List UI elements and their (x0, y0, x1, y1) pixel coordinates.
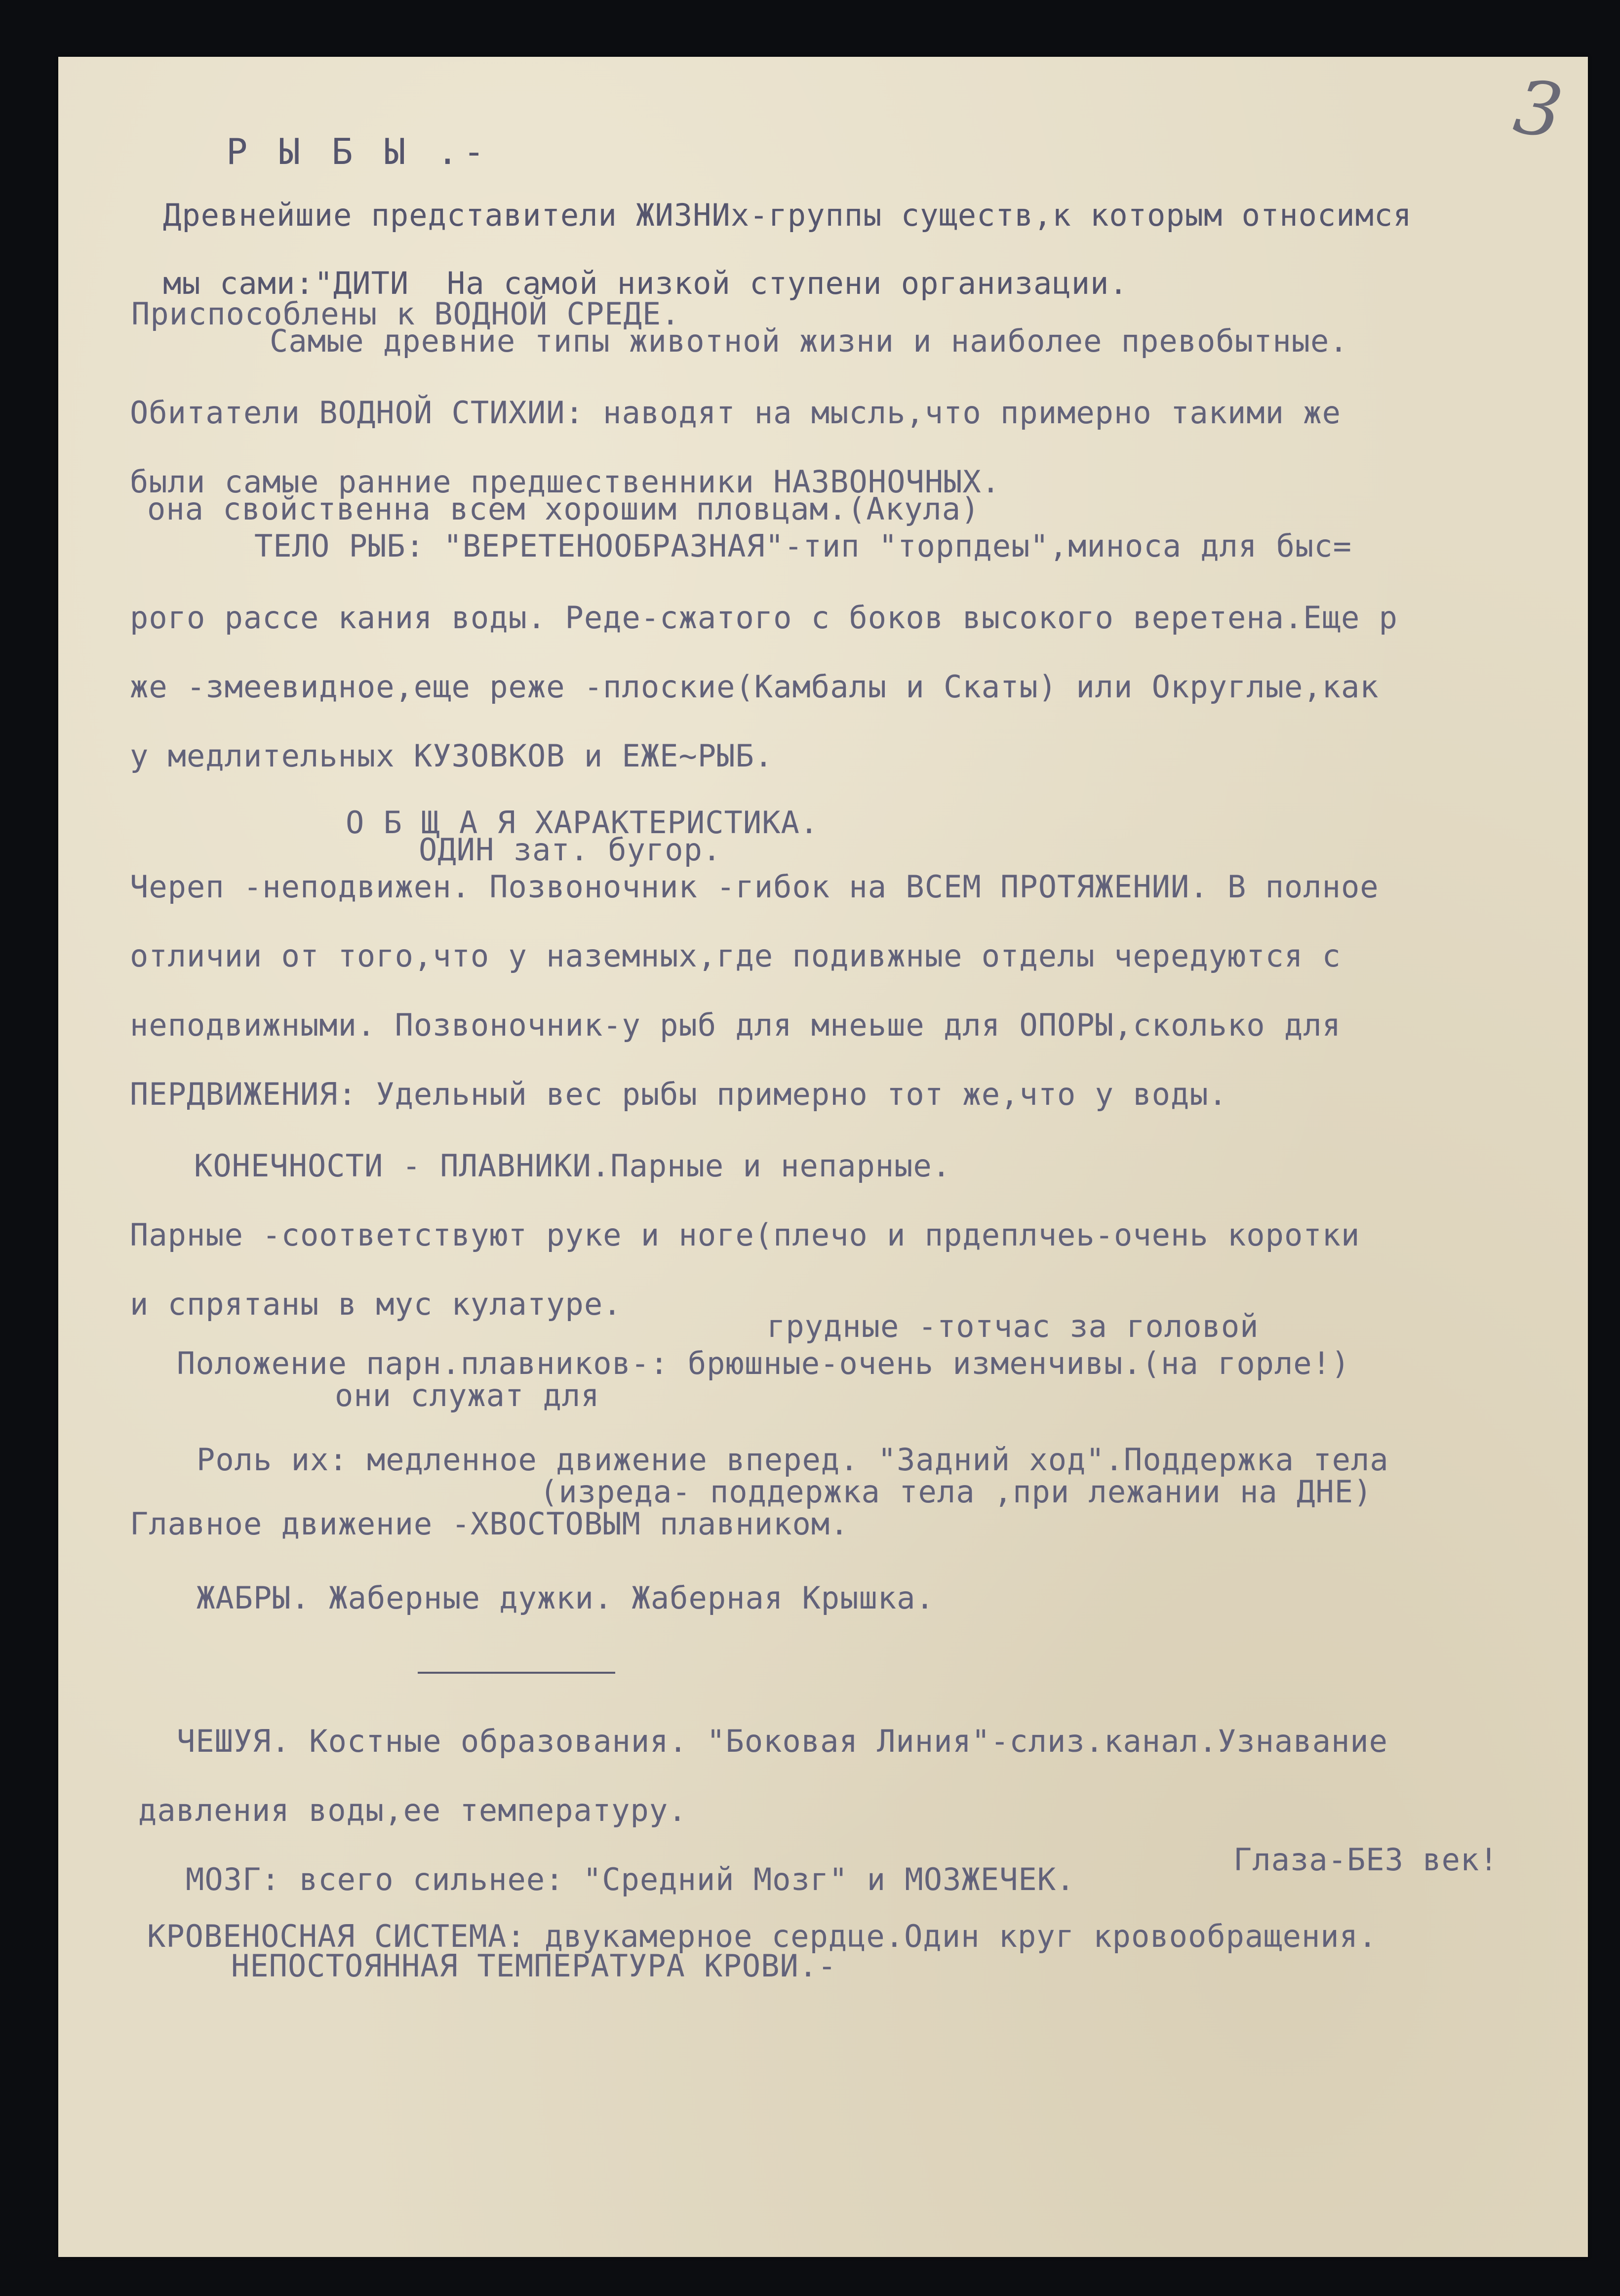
text-line-3: Приспособлены к ВОДНОЙ СРЕДЕ. (131, 296, 680, 332)
section-heading: О Б Щ А Я ХАРАКТЕРИСТИКА. (346, 805, 819, 841)
page-number: 3 (1509, 64, 1568, 156)
page-title: Р Ы Б Ы .- (226, 131, 490, 172)
text-line-8: ТЕЛО РЫБ: "ВЕРЕТЕНООБРАЗНАЯ"-тип "торпдеы",миноса для быс= (254, 528, 1352, 564)
text-line-5: Обитатели ВОДНОЙ СТИХИИ: наводят на мысль,что примерно такими же (130, 395, 1341, 431)
text-line-29: давления воды,ее температуру. (138, 1792, 687, 1828)
text-line-25: (изреда- поддержка тела ,при лежании на ДНЕ) (540, 1474, 1373, 1510)
text-line-30: МОЗГ: всего сильнее: "Средний Мозг" и МОЗЖЕЧЕК. (186, 1861, 1075, 1897)
text-line-26: Главное движение -ХВОСТОВЫМ плавником. (130, 1506, 849, 1542)
text-line-10: же -змеевидное,еще реже -плоские(Камбалы и Скаты) или Округлые,как (130, 669, 1379, 705)
text-line-17: ПЕРДВИЖЕНИЯ: Удельный вес рыбы примерно тот же,что у воды. (130, 1076, 1227, 1112)
text-line-7: она свойственна всем хорошим пловцам.(Акула) (147, 491, 980, 527)
text-line-9: рого рассе кания воды. Реде-сжатого с боков высокого веретена.Еще р (130, 600, 1398, 636)
text-line-21: грудные -тотчас за головой (767, 1308, 1259, 1344)
section-divider (418, 1672, 615, 1674)
text-line-18: КОНЕЧНОСТИ - ПЛАВНИКИ.Парные и непарные. (194, 1148, 951, 1184)
document-page (58, 57, 1588, 2257)
text-line-32: КРОВЕНОСНАЯ СИСТЕМА: двукамерное сердце.Один круг кровообращения. (147, 1918, 1378, 1954)
text-line-20: и спрятаны в мус кулатуре. (130, 1286, 622, 1322)
text-line-16: неподвижными. Позвоночник-у рыб для мнеьше для ОПОРЫ,сколько для (130, 1007, 1341, 1043)
text-line-28: ЧЕШУЯ. Костные образования. "Боковая Линия"-слиз.канал.Узнавание (177, 1723, 1388, 1759)
text-line-2: мы сами:"ДИТИ На самой низкой ступени организации. (163, 265, 1128, 301)
text-line-6: были самые ранние предшественники НАЗВОНОЧНЫХ. (130, 464, 1001, 500)
text-line-27: ЖАБРЫ. Жаберные дужки. Жаберная Крышка. (197, 1580, 935, 1616)
text-line-15: отличии от того,что у наземных,где подивжные отделы чередуются с (130, 938, 1341, 974)
text-line-33: НЕПОСТОЯННАЯ ТЕМПЕРАТУРА КРОВИ.- (231, 1948, 837, 1984)
text-line-23: они служат для (335, 1377, 600, 1413)
text-line-1: Древнейшие представители ЖИЗНИх-группы существ,к которым относимся (163, 197, 1412, 233)
text-line-22: Положение парн.плавников-: брюшные-очень изменчивы.(на горле!) (177, 1345, 1350, 1381)
text-line-13: ОДИН зат. бугор. (419, 832, 722, 868)
text-line-14: Череп -неподвижен. Позвоночник -гибок на ВСЕМ ПРОТЯЖЕНИИ. В полное (130, 869, 1379, 905)
text-line-31: Глаза-БЕЗ век! (1233, 1842, 1499, 1878)
text-line-4: Самые древние типы животной жизни и наиболее превобытные. (270, 323, 1348, 359)
text-line-11: у медлительных КУЗОВКОВ и ЕЖЕ~РЫБ. (130, 738, 774, 774)
text-line-24: Роль их: медленное движение вперед. "Задний ход".Поддержка тела (197, 1442, 1389, 1478)
text-line-19: Парные -соответствуют руке и ноге(плечо и прдеплчеь-очень коротки (130, 1217, 1360, 1253)
